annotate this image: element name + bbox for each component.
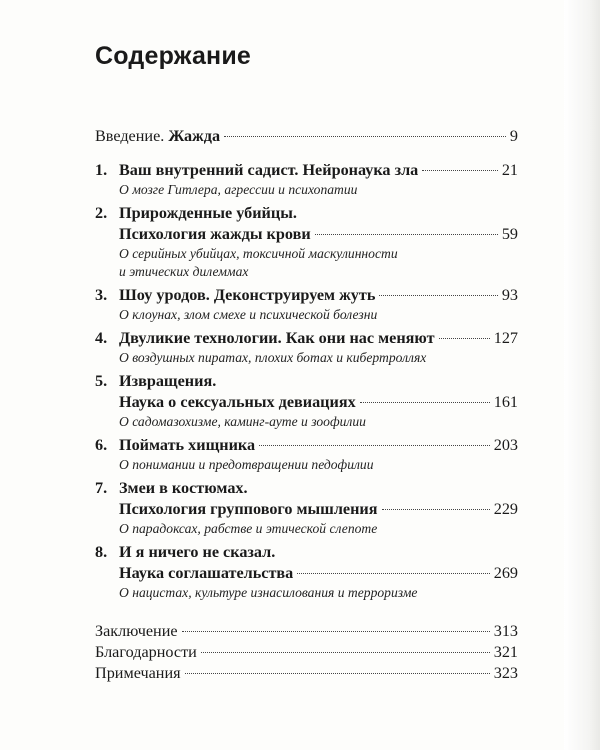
dot-leader [379,295,497,296]
page-title: Содержание [95,42,252,70]
chapter-page: 127 [493,329,518,347]
dot-leader [360,402,490,403]
toc-intro[interactable] [95,126,518,147]
back-matter-label: Заключение [95,622,178,640]
chapter-page: 203 [493,436,518,454]
chapter-title-line [95,563,518,584]
dot-leader [182,631,490,632]
chapter-page: 93 [501,286,518,304]
chapter-number: 2. [95,204,108,222]
chapter-title-line [95,203,518,224]
chapter-number: 7. [95,479,108,497]
dot-leader [185,673,490,674]
chapter-subtitle: О понимании и предотвращении педофилии [119,457,374,472]
toc-back-matter[interactable] [95,621,518,642]
chapter-subtitle: О серийных убийцах, токсичной маскулинности [119,246,398,261]
dot-leader [422,170,498,171]
chapter-title-line [95,499,518,520]
toc-chapter[interactable] [95,160,518,199]
dot-leader [297,573,489,574]
page-edge-shadow [564,0,600,750]
chapter-number: 5. [95,372,108,390]
chapter-title-line [95,224,518,245]
toc-chapter[interactable] [95,285,518,324]
chapter-title-line [95,328,518,349]
back-matter-label: Примечания [95,664,181,682]
toc-chapter[interactable] [95,478,518,538]
chapter-title: Прирожденные убийцы. [119,204,297,222]
chapter-subtitle: О садомазохизме, каминг-ауте и зоофилии [119,414,366,429]
chapter-subtitle: О парадоксах, рабстве и этической слепоте [119,521,378,536]
chapter-title-line [95,285,518,306]
chapter-page: 161 [493,393,518,411]
chapter-page: 229 [493,500,518,518]
chapter-number: 3. [95,286,108,304]
chapter-number: 6. [95,436,108,454]
chapter-title: Ваш внутренний садист. Нейронаука зла [119,161,419,179]
dot-leader [382,509,490,510]
chapter-subtitle: О клоунах, злом смехе и психической болезни [119,307,378,322]
toc-chapter[interactable] [95,328,518,367]
back-matter-label: Благодарности [95,643,197,661]
dot-leader [439,338,490,339]
table-of-contents [95,126,518,684]
dot-leader [315,234,498,235]
chapter-title-line [95,435,518,456]
toc-chapter[interactable] [95,203,518,281]
chapter-title: Психология группового мышления [119,500,378,518]
chapter-title-line [95,542,518,563]
chapter-number: 1. [95,161,108,179]
dot-leader [259,445,490,446]
toc-chapter[interactable] [95,435,518,474]
chapter-subtitle: О нацистах, культуре изнасилования и терроризме [119,585,418,600]
chapter-title: Двуликие технологии. Как они нас меняют [119,329,435,347]
chapter-title: Наука о сексуальных девиациях [119,393,356,411]
chapter-title-line [95,160,518,181]
toc-chapter[interactable] [95,542,518,602]
chapter-title: Поймать хищника [119,436,256,454]
chapter-title: Психология жажды крови [119,225,311,243]
chapter-title: И я ничего не сказал. [119,543,276,561]
intro-label: Введение. Жажда [95,127,221,145]
back-matter-list [95,621,518,684]
chapter-page: 21 [501,161,518,179]
chapter-page: 59 [501,225,518,243]
toc-chapter[interactable] [95,371,518,431]
chapter-title-line [95,478,518,499]
chapter-number: 8. [95,543,108,561]
dot-leader [224,136,506,137]
chapter-title: Наука соглашательства [119,564,294,582]
chapter-page: 269 [493,564,518,582]
chapter-list [95,160,518,602]
intro-page: 9 [509,127,518,145]
back-matter-page: 321 [493,643,518,661]
back-matter-page: 313 [493,622,518,640]
chapter-subtitle: О воздушных пиратах, плохих ботах и кибертроллях [119,350,427,365]
toc-back-matter[interactable] [95,663,518,684]
chapter-title: Шоу уродов. Деконструируем жуть [119,286,376,304]
chapter-title: Извращения. [119,372,217,390]
chapter-subtitle: О мозге Гитлера, агрессии и психопатии [119,182,358,197]
dot-leader [201,652,490,653]
chapter-number: 4. [95,329,108,347]
chapter-title-line [95,371,518,392]
toc-back-matter[interactable] [95,642,518,663]
chapter-title-line [95,392,518,413]
chapter-title: Змеи в костюмах. [119,479,248,497]
chapter-subtitle: и этических дилеммах [119,264,249,279]
back-matter-page: 323 [493,664,518,682]
